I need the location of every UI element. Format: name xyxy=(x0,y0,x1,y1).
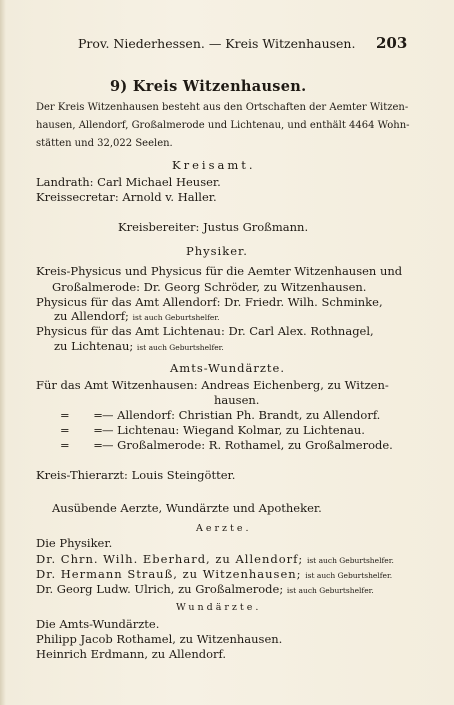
physiker-line-6-text: zu Lichtenau; xyxy=(54,339,134,353)
amtswundaerzte-line-4: — Lichtenau: Wiegand Kolmar, zu Lichtenau. xyxy=(102,423,365,437)
physiker-line-6-note: ist auch Geburtshelfer. xyxy=(136,343,224,352)
amtswundaerzte-line-5: — Großalmerode: R. Rothamel, zu Großalmerode. xyxy=(102,438,393,452)
aerzte-heading: Aerzte. xyxy=(196,523,252,534)
intro-line-1: Der Kreis Witzenhausen besteht aus den Ortschaften der Aemter Witzen- xyxy=(36,102,409,113)
kreisamt-heading: Kreisamt. xyxy=(172,158,256,172)
physiker-line-3: Physicus für das Amt Allendorf: Dr. Friedr. Wilh. Schminke, xyxy=(36,295,383,309)
page-number: 203 xyxy=(376,34,408,52)
amtswundaerzte-line-1: Für das Amt Witzenhausen: Andreas Eichenberg, zu Witzen- xyxy=(36,378,389,392)
aerzte-row-1-text: Dr. Chrn. Wilh. Eberhard, zu Allendorf; xyxy=(36,552,304,566)
ditto-mark-2: = = xyxy=(60,423,113,437)
kreisthierarzt-line: Kreis-Thierarzt: Louis Steingötter. xyxy=(36,468,236,482)
physiker-line-1: Kreis-Physicus und Physicus für die Aemter Witzenhausen und xyxy=(36,264,403,278)
aerzte-row-3 xyxy=(36,584,374,596)
die-amtswundaerzte-line: Die Amts-Wundärzte. xyxy=(36,617,160,631)
physiker-line-2: Großalmerode: Dr. Georg Schröder, zu Witzenhausen. xyxy=(52,280,367,294)
running-title: Prov. Niederhessen. — Kreis Witzenhausen. xyxy=(78,36,356,51)
ditto-mark-3: = = xyxy=(60,438,113,452)
physiker-line-4-note: ist auch Geburtshelfer. xyxy=(132,313,220,322)
wundarzt-row-2: Heinrich Erdmann, zu Allendorf. xyxy=(36,647,227,661)
aerzte-row-1-note: ist auch Geburtshelfer. xyxy=(306,556,394,565)
intro-line-3: stätten und 32,022 Seelen. xyxy=(36,138,173,149)
wundarzt-row-1: Philipp Jacob Rothamel, zu Witzenhausen. xyxy=(36,632,283,646)
landrath-line: Landrath: Carl Michael Heuser. xyxy=(36,175,221,189)
physiker-line-5: Physicus für das Amt Lichtenau: Dr. Carl Alex. Rothnagel, xyxy=(36,324,374,338)
physiker-line-6 xyxy=(54,341,224,353)
kreissecretar-line: Kreissecretar: Arnold v. Haller. xyxy=(36,190,217,204)
aerzte-row-1 xyxy=(36,554,394,566)
physiker-line-4 xyxy=(54,311,219,323)
die-physiker-line: Die Physiker. xyxy=(36,536,113,550)
aerzte-row-3-note: ist auch Geburtshelfer. xyxy=(286,586,374,595)
aerzte-row-2-note: ist auch Geburtshelfer. xyxy=(305,571,393,580)
physiker-line-4-text: zu Allendorf; xyxy=(54,309,129,323)
amtswundaerzte-heading: Amts-Wundärzte. xyxy=(170,361,286,375)
ditto-mark-1: = = xyxy=(60,408,113,422)
aerzte-row-3-text: Dr. Georg Ludw. Ulrich, zu Großalmerode; xyxy=(36,582,284,596)
ausuebende-heading: Ausübende Aerzte, Wundärzte und Apotheker. xyxy=(52,501,322,515)
intro-line-2: hausen, Allendorf, Großalmerode und Lichtenau, und enthält 4464 Wohn- xyxy=(36,120,410,131)
kreisbereiter-line: Kreisbereiter: Justus Großmann. xyxy=(118,220,309,234)
physiker-heading: Physiker. xyxy=(186,244,248,258)
wundaerzte-heading: Wundärzte. xyxy=(176,602,262,613)
amtswundaerzte-line-3: — Allendorf: Christian Ph. Brandt, zu Allendorf. xyxy=(102,408,381,422)
aerzte-row-2 xyxy=(36,569,392,581)
amtswundaerzte-line-2: hausen. xyxy=(214,393,260,407)
aerzte-row-2-text: Dr. Hermann Strauß, zu Witzenhausen; xyxy=(36,567,302,581)
section-title: 9) Kreis Witzenhausen. xyxy=(110,78,307,95)
